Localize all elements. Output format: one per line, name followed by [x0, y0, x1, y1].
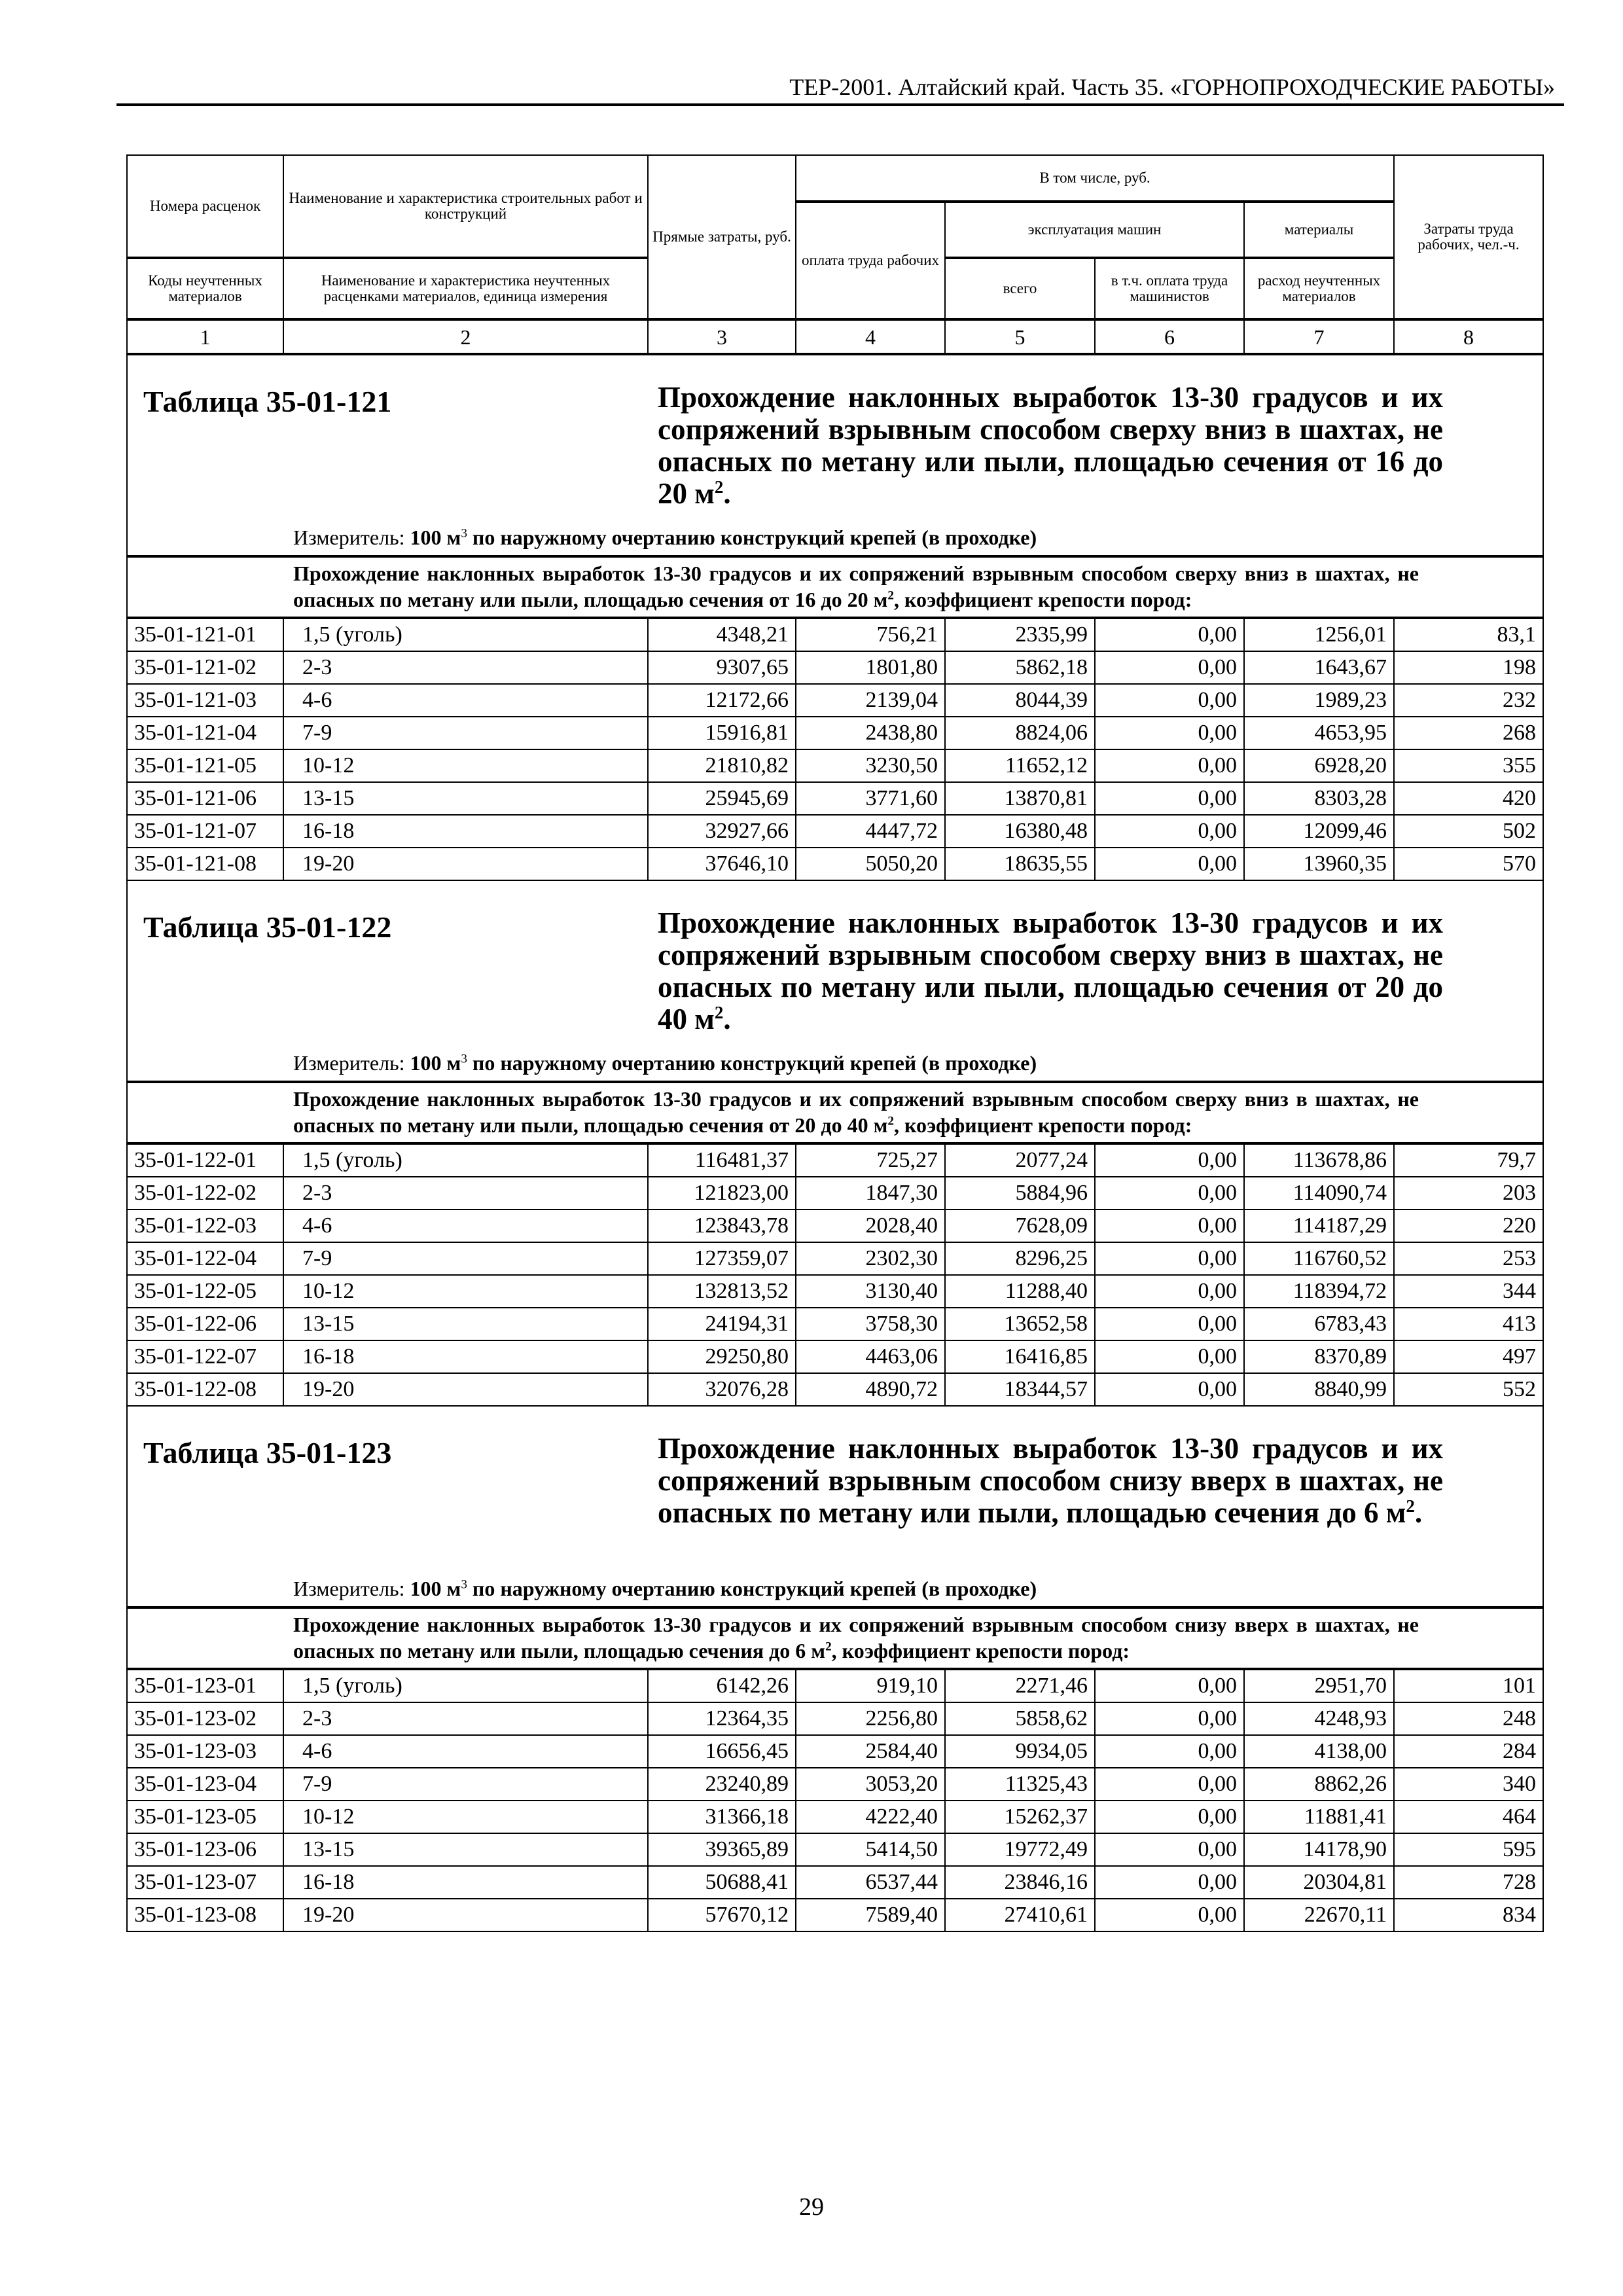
labor-hours: 570	[1394, 848, 1543, 880]
machine-total: 11288,40	[945, 1275, 1095, 1308]
table-section-description	[127, 1082, 1543, 1143]
section-description: Прохождение наклонных выработок 13-30 градусов и их сопряжений взрывным способом снизу вверх в шахтах, не опасных по метану или пыли, площадью сечения до 6 $м^2$, коэффициент крепости пород:	[293, 1613, 1419, 1662]
labor-hours: 83,1	[1394, 618, 1543, 651]
machine-total: 19772,49	[945, 1833, 1095, 1866]
worker-wages: 1847,30	[796, 1177, 945, 1210]
rate-code: 35-01-121-04	[127, 717, 283, 749]
table-section-header	[127, 354, 1543, 556]
direct-costs: 132813,52	[648, 1275, 796, 1308]
rate-code: 35-01-121-06	[127, 782, 283, 815]
table-row	[127, 1768, 1543, 1801]
table-row	[127, 717, 1543, 749]
material-consumption: 4248,93	[1244, 1702, 1394, 1735]
rock-hardness: 19-20	[283, 848, 648, 880]
operator-wages: 0,00	[1095, 1143, 1244, 1177]
rock-hardness: 16-18	[283, 1866, 648, 1899]
table-row	[127, 684, 1543, 717]
operator-wages: 0,00	[1095, 1373, 1244, 1406]
material-consumption: 6783,43	[1244, 1308, 1394, 1340]
material-consumption: 8862,26	[1244, 1768, 1394, 1801]
table-row	[127, 782, 1543, 815]
rock-hardness: 10-12	[283, 1275, 648, 1308]
rate-code: 35-01-121-07	[127, 815, 283, 848]
labor-hours: 834	[1394, 1899, 1543, 1931]
header-materials: материалы	[1244, 202, 1394, 258]
rock-hardness: 4-6	[283, 1210, 648, 1242]
operator-wages: 0,00	[1095, 1242, 1244, 1275]
machine-total: 5858,62	[945, 1702, 1095, 1735]
table-row	[127, 815, 1543, 848]
rock-hardness: 13-15	[283, 1833, 648, 1866]
rate-code: 35-01-122-07	[127, 1340, 283, 1373]
operator-wages: 0,00	[1095, 1210, 1244, 1242]
labor-hours: 248	[1394, 1702, 1543, 1735]
direct-costs: 37646,10	[648, 848, 796, 880]
table-title: Прохождение наклонных выработок 13-30 градусов и их сопряжений взрывным способом сверху вниз в шахтах, не опасных по метану или пыли, площадью сечения от 20 до 40 $м^2$.	[658, 906, 1443, 1035]
material-consumption: 116760,52	[1244, 1242, 1394, 1275]
worker-wages: 725,27	[796, 1143, 945, 1177]
rate-code: 35-01-123-07	[127, 1866, 283, 1899]
worker-wages: 3230,50	[796, 749, 945, 782]
material-consumption: 8303,28	[1244, 782, 1394, 815]
machine-total: 18635,55	[945, 848, 1095, 880]
labor-hours: 253	[1394, 1242, 1543, 1275]
operator-wages: 0,00	[1095, 1833, 1244, 1866]
material-consumption: 8370,89	[1244, 1340, 1394, 1373]
table-section-header	[127, 880, 1543, 1082]
rock-hardness: 19-20	[283, 1899, 648, 1931]
machine-total: 16380,48	[945, 815, 1095, 848]
rate-code: 35-01-122-03	[127, 1210, 283, 1242]
rock-hardness: 13-15	[283, 1308, 648, 1340]
machine-total: 2271,46	[945, 1669, 1095, 1702]
machine-total: 2077,24	[945, 1143, 1095, 1177]
worker-wages: 3053,20	[796, 1768, 945, 1801]
rate-code: 35-01-121-01	[127, 618, 283, 651]
rock-hardness: 2-3	[283, 651, 648, 684]
section-description: Прохождение наклонных выработок 13-30 градусов и их сопряжений взрывным способом сверху вниз в шахтах, не опасных по метану или пыли, площадью сечения от 16 до 20 $м^2$, коэффициент крепости пород:	[293, 562, 1419, 611]
rock-hardness: 2-3	[283, 1702, 648, 1735]
machine-total: 16416,85	[945, 1340, 1095, 1373]
rate-code: 35-01-123-05	[127, 1801, 283, 1833]
worker-wages: 756,21	[796, 618, 945, 651]
worker-wages: 3758,30	[796, 1308, 945, 1340]
direct-costs: 123843,78	[648, 1210, 796, 1242]
labor-hours: 284	[1394, 1735, 1543, 1768]
operator-wages: 0,00	[1095, 848, 1244, 880]
labor-hours: 420	[1394, 782, 1543, 815]
column-number: 5	[945, 319, 1095, 354]
rock-hardness: 7-9	[283, 1768, 648, 1801]
machine-total: 5884,96	[945, 1177, 1095, 1210]
material-consumption: 1643,67	[1244, 651, 1394, 684]
rate-code: 35-01-122-02	[127, 1177, 283, 1210]
page-number: 29	[799, 2193, 824, 2221]
table-row	[127, 1177, 1543, 1210]
machine-total: 8824,06	[945, 717, 1095, 749]
worker-wages: 2302,30	[796, 1242, 945, 1275]
rate-code: 35-01-122-05	[127, 1275, 283, 1308]
column-number: 2	[283, 319, 648, 354]
direct-costs: 29250,80	[648, 1340, 796, 1373]
material-consumption: 113678,86	[1244, 1143, 1394, 1177]
table-row	[127, 618, 1543, 651]
operator-wages: 0,00	[1095, 717, 1244, 749]
rock-hardness: 7-9	[283, 717, 648, 749]
rock-hardness: 2-3	[283, 1177, 648, 1210]
material-consumption: 20304,81	[1244, 1866, 1394, 1899]
operator-wages: 0,00	[1095, 1669, 1244, 1702]
rates-table	[126, 154, 1544, 1932]
worker-wages: 4222,40	[796, 1801, 945, 1833]
table-title: Прохождение наклонных выработок 13-30 градусов и их сопряжений взрывным способом снизу вверх в шахтах, не опасных по метану или пыли, площадью сечения до 6 $м^2$.	[658, 1432, 1443, 1529]
table-row	[127, 1866, 1543, 1899]
operator-wages: 0,00	[1095, 684, 1244, 717]
header-operator-wages: в т.ч. оплата труда машинистов	[1095, 258, 1244, 319]
labor-hours: 502	[1394, 815, 1543, 848]
table-section-header	[127, 1406, 1543, 1607]
worker-wages: 5414,50	[796, 1833, 945, 1866]
labor-hours: 355	[1394, 749, 1543, 782]
worker-wages: 6537,44	[796, 1866, 945, 1899]
machine-total: 8296,25	[945, 1242, 1095, 1275]
rate-code: 35-01-123-03	[127, 1735, 283, 1768]
rock-hardness: 4-6	[283, 684, 648, 717]
operator-wages: 0,00	[1095, 1275, 1244, 1308]
direct-costs: 25945,69	[648, 782, 796, 815]
worker-wages: 2438,80	[796, 717, 945, 749]
table-label: Таблица 35-01-123	[143, 1436, 392, 1469]
operator-wages: 0,00	[1095, 1899, 1244, 1931]
table-section-description	[127, 556, 1543, 618]
table-row	[127, 1210, 1543, 1242]
table-row	[127, 848, 1543, 880]
table-row	[127, 1899, 1543, 1931]
material-consumption: 2951,70	[1244, 1669, 1394, 1702]
header-including-group: В том числе, руб.	[796, 155, 1394, 202]
direct-costs: 32927,66	[648, 815, 796, 848]
material-consumption: 1989,23	[1244, 684, 1394, 717]
worker-wages: 2028,40	[796, 1210, 945, 1242]
table-row	[127, 1308, 1543, 1340]
direct-costs: 23240,89	[648, 1768, 796, 1801]
labor-hours: 464	[1394, 1801, 1543, 1833]
machine-total: 18344,57	[945, 1373, 1095, 1406]
header-work-name: Наименование и характеристика строительных работ и конструкций	[283, 155, 648, 258]
machine-total: 13870,81	[945, 782, 1095, 815]
machine-total: 11325,43	[945, 1768, 1095, 1801]
material-consumption: 118394,72	[1244, 1275, 1394, 1308]
rate-code: 35-01-121-08	[127, 848, 283, 880]
labor-hours: 232	[1394, 684, 1543, 717]
labor-hours: 268	[1394, 717, 1543, 749]
rock-hardness: 10-12	[283, 749, 648, 782]
material-consumption: 13960,35	[1244, 848, 1394, 880]
labor-hours: 340	[1394, 1768, 1543, 1801]
column-number: 3	[648, 319, 796, 354]
machine-total: 9934,05	[945, 1735, 1095, 1768]
material-consumption: 8840,99	[1244, 1373, 1394, 1406]
rock-hardness: 1,5 (уголь)	[283, 1669, 648, 1702]
table-label: Таблица 35-01-121	[143, 385, 392, 418]
machine-total: 8044,39	[945, 684, 1095, 717]
direct-costs: 16656,45	[648, 1735, 796, 1768]
operator-wages: 0,00	[1095, 1702, 1244, 1735]
worker-wages: 2139,04	[796, 684, 945, 717]
document-title: ТЕР-2001. Алтайский край. Часть 35. «ГОРНОПРОХОДЧЕСКИЕ РАБОТЫ»	[789, 74, 1555, 100]
table-section-description	[127, 1607, 1543, 1669]
operator-wages: 0,00	[1095, 749, 1244, 782]
machine-total: 23846,16	[945, 1866, 1095, 1899]
machine-total: 15262,37	[945, 1801, 1095, 1833]
labor-hours: 497	[1394, 1340, 1543, 1373]
measure-unit: Измеритель: 100 $м^3$ по наружному очертанию конструкций крепей (в проходке)	[293, 1051, 1037, 1075]
direct-costs: 39365,89	[648, 1833, 796, 1866]
table-row	[127, 1702, 1543, 1735]
worker-wages: 1801,80	[796, 651, 945, 684]
labor-hours: 203	[1394, 1177, 1543, 1210]
column-header	[127, 155, 1543, 354]
table-row	[127, 1669, 1543, 1702]
measure-unit: Измеритель: 100 $м^3$ по наружному очертанию конструкций крепей (в проходке)	[293, 526, 1037, 549]
operator-wages: 0,00	[1095, 1735, 1244, 1768]
rate-code: 35-01-122-06	[127, 1308, 283, 1340]
worker-wages: 2584,40	[796, 1735, 945, 1768]
worker-wages: 4890,72	[796, 1373, 945, 1406]
column-number: 1	[127, 319, 283, 354]
direct-costs: 21810,82	[648, 749, 796, 782]
operator-wages: 0,00	[1095, 651, 1244, 684]
labor-hours: 220	[1394, 1210, 1543, 1242]
rock-hardness: 7-9	[283, 1242, 648, 1275]
machine-total: 11652,12	[945, 749, 1095, 782]
worker-wages: 919,10	[796, 1669, 945, 1702]
material-consumption: 11881,41	[1244, 1801, 1394, 1833]
direct-costs: 9307,65	[648, 651, 796, 684]
material-consumption: 114090,74	[1244, 1177, 1394, 1210]
worker-wages: 5050,20	[796, 848, 945, 880]
rock-hardness: 13-15	[283, 782, 648, 815]
operator-wages: 0,00	[1095, 1340, 1244, 1373]
header-labor-hours: Затраты труда рабочих, чел.-ч.	[1394, 155, 1543, 319]
table-label: Таблица 35-01-122	[143, 910, 392, 944]
rock-hardness: 16-18	[283, 1340, 648, 1373]
operator-wages: 0,00	[1095, 1801, 1244, 1833]
rock-hardness: 19-20	[283, 1373, 648, 1406]
direct-costs: 24194,31	[648, 1308, 796, 1340]
rate-code: 35-01-123-04	[127, 1768, 283, 1801]
header-direct-costs: Прямые затраты, руб.	[648, 155, 796, 319]
table-row	[127, 1275, 1543, 1308]
direct-costs: 57670,12	[648, 1899, 796, 1931]
table-row	[127, 1143, 1543, 1177]
rate-code: 35-01-123-06	[127, 1833, 283, 1866]
direct-costs: 31366,18	[648, 1801, 796, 1833]
machine-total: 2335,99	[945, 618, 1095, 651]
header-machine-total: всего	[945, 258, 1095, 319]
table-row	[127, 1833, 1543, 1866]
table-row	[127, 1801, 1543, 1833]
rock-hardness: 1,5 (уголь)	[283, 618, 648, 651]
table-row	[127, 1340, 1543, 1373]
direct-costs: 50688,41	[648, 1866, 796, 1899]
direct-costs: 15916,81	[648, 717, 796, 749]
material-consumption: 4138,00	[1244, 1735, 1394, 1768]
rate-code: 35-01-123-08	[127, 1899, 283, 1931]
worker-wages: 2256,80	[796, 1702, 945, 1735]
worker-wages: 4463,06	[796, 1340, 945, 1373]
column-number: 6	[1095, 319, 1244, 354]
rock-hardness: 16-18	[283, 815, 648, 848]
page-header	[116, 65, 1564, 106]
rock-hardness: 4-6	[283, 1735, 648, 1768]
labor-hours: 413	[1394, 1308, 1543, 1340]
direct-costs: 4348,21	[648, 618, 796, 651]
header-material-codes: Коды неучтенных материалов	[127, 258, 283, 319]
rate-code: 35-01-122-01	[127, 1143, 283, 1177]
rate-code: 35-01-121-02	[127, 651, 283, 684]
rate-code: 35-01-122-08	[127, 1373, 283, 1406]
header-material-name: Наименование и характеристика неучтенных расценками материалов, единица измерения	[283, 258, 648, 319]
direct-costs: 6142,26	[648, 1669, 796, 1702]
table-row	[127, 1242, 1543, 1275]
labor-hours: 595	[1394, 1833, 1543, 1866]
table-row	[127, 1735, 1543, 1768]
labor-hours: 728	[1394, 1866, 1543, 1899]
material-consumption: 4653,95	[1244, 717, 1394, 749]
material-consumption: 22670,11	[1244, 1899, 1394, 1931]
section-description: Прохождение наклонных выработок 13-30 градусов и их сопряжений взрывным способом сверху вниз в шахтах, не опасных по метану или пыли, площадью сечения от 20 до 40 $м^2$, коэффициент крепости пород:	[293, 1087, 1419, 1137]
worker-wages: 3771,60	[796, 782, 945, 815]
operator-wages: 0,00	[1095, 1308, 1244, 1340]
material-consumption: 14178,90	[1244, 1833, 1394, 1866]
direct-costs: 12172,66	[648, 684, 796, 717]
table-row	[127, 749, 1543, 782]
labor-hours: 101	[1394, 1669, 1543, 1702]
material-consumption: 12099,46	[1244, 815, 1394, 848]
operator-wages: 0,00	[1095, 618, 1244, 651]
labor-hours: 344	[1394, 1275, 1543, 1308]
header-machine-operation: эксплуатация машин	[945, 202, 1244, 258]
table-row	[127, 1373, 1543, 1406]
material-consumption: 114187,29	[1244, 1210, 1394, 1242]
operator-wages: 0,00	[1095, 1866, 1244, 1899]
worker-wages: 7589,40	[796, 1899, 945, 1931]
operator-wages: 0,00	[1095, 782, 1244, 815]
rate-code: 35-01-122-04	[127, 1242, 283, 1275]
operator-wages: 0,00	[1095, 1177, 1244, 1210]
column-number: 8	[1394, 319, 1543, 354]
header-worker-wages: оплата труда рабочих	[796, 202, 945, 319]
worker-wages: 3130,40	[796, 1275, 945, 1308]
header-rate-numbers: Номера расценок	[127, 155, 283, 258]
column-number: 4	[796, 319, 945, 354]
labor-hours: 552	[1394, 1373, 1543, 1406]
rate-code: 35-01-123-01	[127, 1669, 283, 1702]
machine-total: 5862,18	[945, 651, 1095, 684]
table-row	[127, 651, 1543, 684]
rock-hardness: 10-12	[283, 1801, 648, 1833]
column-numbers-row	[127, 319, 1543, 354]
column-number: 7	[1244, 319, 1394, 354]
labor-hours: 79,7	[1394, 1143, 1543, 1177]
machine-total: 7628,09	[945, 1210, 1095, 1242]
direct-costs: 121823,00	[648, 1177, 796, 1210]
rock-hardness: 1,5 (уголь)	[283, 1143, 648, 1177]
direct-costs: 32076,28	[648, 1373, 796, 1406]
operator-wages: 0,00	[1095, 815, 1244, 848]
rate-code: 35-01-121-05	[127, 749, 283, 782]
machine-total: 13652,58	[945, 1308, 1095, 1340]
measure-unit: Измеритель: 100 $м^3$ по наружному очертанию конструкций крепей (в проходке)	[293, 1577, 1037, 1600]
rate-code: 35-01-121-03	[127, 684, 283, 717]
direct-costs: 116481,37	[648, 1143, 796, 1177]
labor-hours: 198	[1394, 651, 1543, 684]
machine-total: 27410,61	[945, 1899, 1095, 1931]
header-material-consumption: расход неучтенных материалов	[1244, 258, 1394, 319]
worker-wages: 4447,72	[796, 815, 945, 848]
rate-code: 35-01-123-02	[127, 1702, 283, 1735]
material-consumption: 1256,01	[1244, 618, 1394, 651]
direct-costs: 12364,35	[648, 1702, 796, 1735]
table-title: Прохождение наклонных выработок 13-30 градусов и их сопряжений взрывным способом сверху вниз в шахтах, не опасных по метану или пыли, площадью сечения от 16 до 20 $м^2$.	[658, 381, 1443, 510]
operator-wages: 0,00	[1095, 1768, 1244, 1801]
direct-costs: 127359,07	[648, 1242, 796, 1275]
material-consumption: 6928,20	[1244, 749, 1394, 782]
